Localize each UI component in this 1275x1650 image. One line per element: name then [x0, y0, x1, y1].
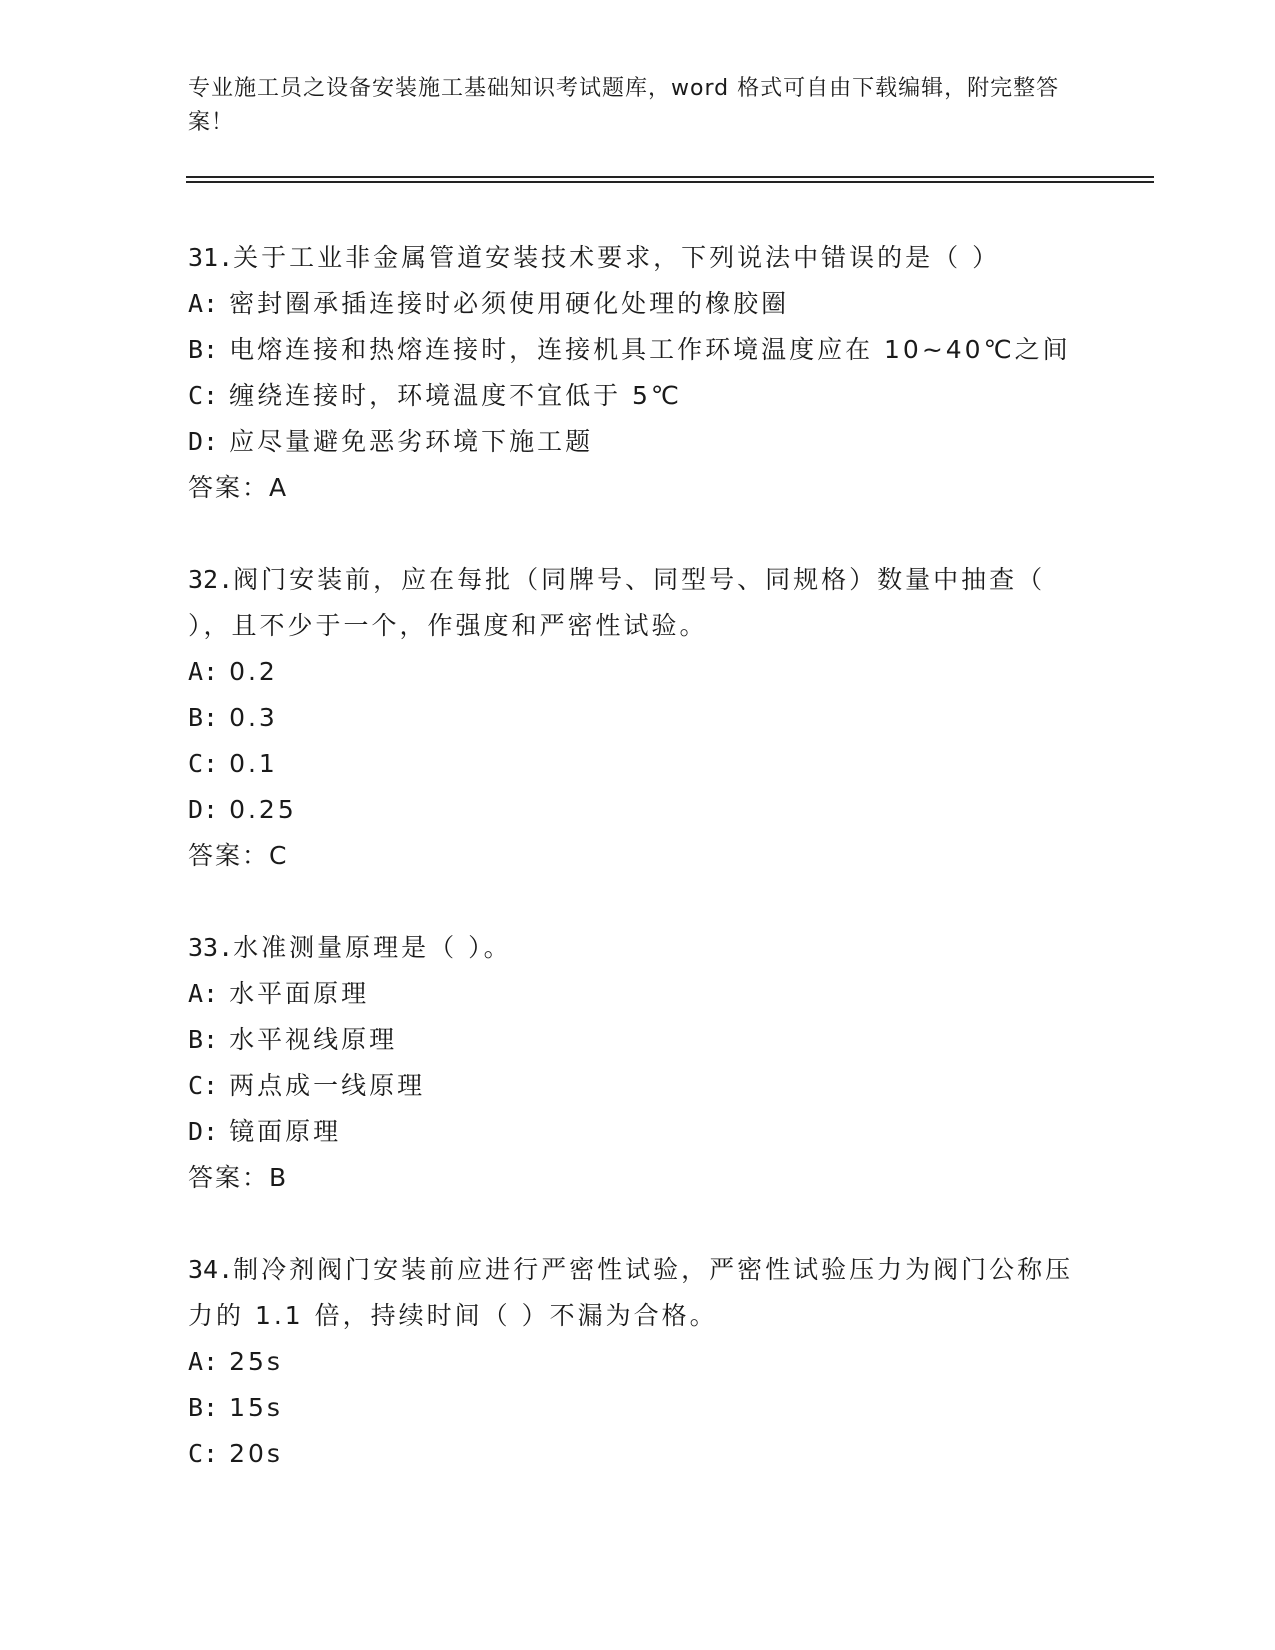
option-c [188, 741, 1088, 787]
option-text: 0.25 [229, 795, 297, 824]
option-letter: A: [188, 289, 219, 318]
option-text: 应尽量避免恶劣环境下施工题 [229, 427, 594, 456]
option-letter: B: [188, 1393, 219, 1422]
question-spacer [188, 1201, 1088, 1247]
question-text: 阀门安装前，应在每批（同牌号、同型号、同规格）数量中抽查（ ），且不少于一个，作强度和严密性试验。 [188, 565, 1046, 640]
option-letter: B: [188, 703, 219, 732]
question-text: 关于工业非金属管道安装技术要求，下列说法中错误的是（ ） [233, 243, 1001, 272]
option-d [188, 1109, 1088, 1155]
option-b [188, 1017, 1088, 1063]
option-letter: C: [188, 1071, 219, 1100]
option-text: 电熔连接和热熔连接时，连接机具工作环境温度应在 10~40℃之间 [229, 335, 1071, 364]
option-a [188, 649, 1088, 695]
question-32 [188, 557, 1088, 879]
option-c [188, 1063, 1088, 1109]
option-letter: A: [188, 979, 219, 1008]
option-text: 25s [229, 1347, 283, 1376]
question-number: 31. [188, 243, 234, 272]
question-stem [188, 925, 1088, 971]
question-text: 制冷剂阀门安装前应进行严密性试验，严密性试验压力为阀门公称压力的 1.1 倍，持续时间（ ）不漏为合格。 [188, 1255, 1074, 1330]
option-letter: A: [188, 1347, 219, 1376]
document-header: 专业施工员之设备安装施工基础知识考试题库，word 格式可自由下载编辑，附完整答案！ [188, 76, 1060, 135]
header-divider-top [186, 176, 1154, 178]
option-letter: D: [188, 1117, 219, 1146]
option-text: 0.2 [229, 657, 278, 686]
question-text: 水准测量原理是（ ）。 [233, 933, 512, 962]
option-b [188, 1385, 1088, 1431]
question-spacer [188, 879, 1088, 925]
answer-line: 答案：A [188, 473, 289, 502]
option-text: 密封圈承插连接时必须使用硬化处理的橡胶圈 [229, 289, 790, 318]
question-number: 34. [188, 1255, 234, 1284]
option-a [188, 281, 1088, 327]
question-34 [188, 1247, 1088, 1477]
option-text: 水平面原理 [229, 979, 370, 1008]
question-list [188, 235, 1088, 1477]
option-letter: D: [188, 795, 219, 824]
question-spacer [188, 511, 1088, 557]
option-letter: C: [188, 381, 219, 410]
option-d [188, 419, 1088, 465]
option-text: 两点成一线原理 [229, 1071, 426, 1100]
option-text: 15s [229, 1393, 283, 1422]
option-text: 水平视线原理 [229, 1025, 398, 1054]
option-letter: A: [188, 657, 219, 686]
option-letter: B: [188, 1025, 219, 1054]
question-stem [188, 557, 1088, 649]
question-number: 33. [188, 933, 234, 962]
question-stem [188, 235, 1088, 281]
answer-line: 答案：B [188, 1163, 289, 1192]
option-letter: D: [188, 427, 219, 456]
option-text: 20s [229, 1439, 283, 1468]
option-d [188, 787, 1088, 833]
answer-line: 答案：C [188, 841, 289, 870]
question-33 [188, 925, 1088, 1201]
option-letter: B: [188, 335, 219, 364]
option-text: 0.3 [229, 703, 278, 732]
option-text: 缠绕连接时，环境温度不宜低于 5℃ [229, 381, 682, 410]
option-letter: C: [188, 1439, 219, 1468]
option-letter: C: [188, 749, 219, 778]
question-stem [188, 1247, 1088, 1339]
question-31 [188, 235, 1088, 511]
option-text: 0.1 [229, 749, 278, 778]
option-c [188, 1431, 1088, 1477]
option-c [188, 373, 1088, 419]
option-text: 镜面原理 [229, 1117, 342, 1146]
option-b [188, 327, 1088, 373]
question-number: 32. [188, 565, 234, 594]
option-a [188, 971, 1088, 1017]
option-b [188, 695, 1088, 741]
header-divider-bottom [186, 181, 1154, 183]
option-a [188, 1339, 1088, 1385]
